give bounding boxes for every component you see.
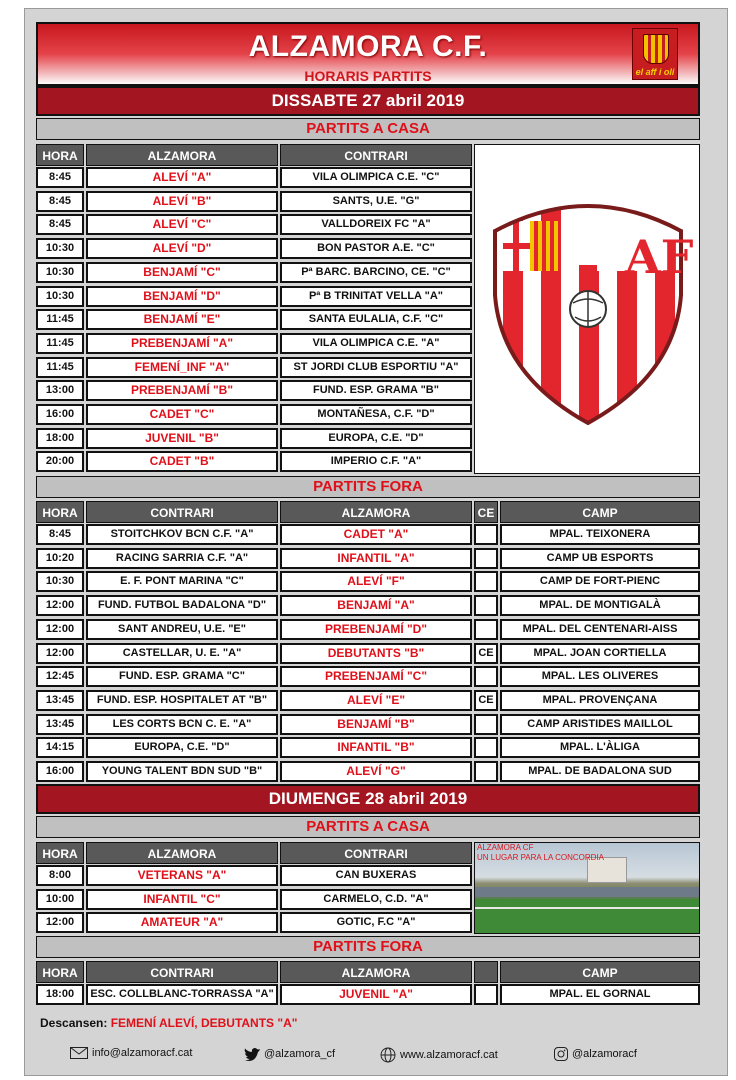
col-contrari: CONTRARI	[86, 501, 278, 523]
col-alzamora: ALZAMORA	[280, 961, 472, 983]
col-hora: HORA	[36, 961, 84, 983]
cell-camp: CAMP DE FORT-PIENC	[500, 571, 700, 592]
cell-contrari: YOUNG TALENT BDN SUD "B"	[86, 761, 278, 782]
cell-alzamora-team: DEBUTANTS "B"	[280, 643, 472, 664]
cell-alzamora-team: BENJAMÍ "C"	[86, 262, 278, 283]
sunday-day-bar: DIUMENGE 28 abril 2019	[36, 784, 700, 814]
cell-ce	[474, 984, 498, 1005]
cell-contrari: FUND. ESP. HOSPITALET AT "B"	[86, 690, 278, 711]
schedule-subtitle: HORARIS PARTITS	[304, 68, 432, 84]
cell-alzamora-team: ALEVÍ "C"	[86, 214, 278, 235]
cell-contrari: FUND. ESP. GRAMA "B"	[280, 380, 472, 401]
photo-caption-line-2: UN LUGAR PARA LA CONCORDIA	[477, 853, 604, 862]
cell-hora: 12:00	[36, 643, 84, 664]
cell-camp: MPAL. DEL CENTENARI-AISS	[500, 619, 700, 640]
cell-hora: 12:00	[36, 595, 84, 616]
cell-camp: CAMP ARISTIDES MAILLOL	[500, 714, 700, 735]
col-hora: HORA	[36, 144, 84, 166]
saturday-away-title: PARTITS FORA	[36, 476, 700, 498]
saturday-day-bar: DISSABTE 27 abril 2019	[36, 86, 700, 116]
cell-hora: 12:45	[36, 666, 84, 687]
col-camp: CAMP	[500, 501, 700, 523]
sponsor-crest-icon	[643, 34, 669, 64]
saturday-home-title: PARTITS A CASA	[36, 118, 700, 140]
mail-icon	[70, 1047, 88, 1059]
cell-hora: 8:45	[36, 191, 84, 212]
cell-hora: 18:00	[36, 428, 84, 449]
cell-alzamora-team: AMATEUR "A"	[86, 912, 278, 933]
sponsor-logo	[632, 28, 678, 80]
club-crest-panel	[474, 144, 700, 474]
photo-caption	[477, 843, 604, 863]
cell-hora: 10:30	[36, 262, 84, 283]
cell-contrari: ESC. COLLBLANC-TORRASSA "A"	[86, 984, 278, 1005]
col-ce: CE	[474, 501, 498, 523]
cell-camp: MPAL. L'ÀLIGA	[500, 737, 700, 758]
cell-alzamora-team: PREBENJAMÍ "D"	[280, 619, 472, 640]
cell-contrari: E. F. PONT MARINA "C"	[86, 571, 278, 592]
col-blank	[474, 961, 498, 983]
cell-contrari: EUROPA, C.E. "D"	[86, 737, 278, 758]
cell-hora: 8:45	[36, 214, 84, 235]
cell-alzamora-team: VETERANS "A"	[86, 865, 278, 886]
cell-ce	[474, 619, 498, 640]
sponsor-logo-text: el aff i oli	[635, 67, 675, 77]
cell-hora: 10:20	[36, 548, 84, 569]
cell-contrari: EUROPA, C.E. "D"	[280, 428, 472, 449]
cell-alzamora-team: INFANTIL "A"	[280, 548, 472, 569]
cell-contrari: BON PASTOR A.E. "C"	[280, 238, 472, 259]
cell-hora: 18:00	[36, 984, 84, 1005]
poster-header	[36, 22, 700, 86]
instagram-icon	[554, 1047, 568, 1061]
cell-alzamora-team: JUVENIL "B"	[86, 428, 278, 449]
col-alzamora: ALZAMORA	[86, 842, 278, 864]
cell-contrari: CASTELLAR, U. E. "A"	[86, 643, 278, 664]
cell-hora: 16:00	[36, 404, 84, 425]
cell-alzamora-team: CADET "C"	[86, 404, 278, 425]
cell-contrari: FUND. ESP. GRAMA "C"	[86, 666, 278, 687]
cell-alzamora-team: INFANTIL "B"	[280, 737, 472, 758]
cell-contrari: LES CORTS BCN C. E. "A"	[86, 714, 278, 735]
cell-hora: 10:30	[36, 238, 84, 259]
cell-alzamora-team: PREBENJAMÍ "A"	[86, 333, 278, 354]
resting-teams	[40, 1016, 297, 1030]
sunday-home-title: PARTITS A CASA	[36, 816, 700, 838]
cell-alzamora-team: ALEVÍ "A"	[86, 167, 278, 188]
cell-contrari: SANTA EULALIA, C.F. "C"	[280, 309, 472, 330]
footer-instagram[interactable]	[554, 1047, 637, 1061]
email-text: info@alzamoracf.cat	[92, 1047, 193, 1059]
svg-text:AF: AF	[625, 230, 694, 284]
cell-contrari: SANTS, U.E. "G"	[280, 191, 472, 212]
cell-contrari: SANT ANDREU, U.E. "E"	[86, 619, 278, 640]
cell-contrari: CARMELO, C.D. "A"	[280, 889, 472, 910]
cell-hora: 11:45	[36, 333, 84, 354]
cell-hora: 11:45	[36, 357, 84, 378]
cell-camp: CAMP UB ESPORTS	[500, 548, 700, 569]
cell-camp: MPAL. TEIXONERA	[500, 524, 700, 545]
stadium-photo	[474, 842, 700, 934]
cell-camp: MPAL. EL GORNAL	[500, 984, 700, 1005]
cell-hora: 12:00	[36, 912, 84, 933]
cell-contrari: FUND. FUTBOL BADALONA "D"	[86, 595, 278, 616]
cell-ce	[474, 595, 498, 616]
cell-contrari: IMPERIO C.F. "A"	[280, 451, 472, 472]
photo-caption-line-1: ALZAMORA CF	[477, 843, 534, 852]
cell-camp: MPAL. JOAN CORTIELLA	[500, 643, 700, 664]
cell-alzamora-team: BENJAMÍ "D"	[86, 286, 278, 307]
cell-alzamora-team: BENJAMÍ "A"	[280, 595, 472, 616]
cell-contrari: MONTAÑESA, C.F. "D"	[280, 404, 472, 425]
cell-hora: 13:45	[36, 690, 84, 711]
cell-ce	[474, 571, 498, 592]
cell-hora: 10:00	[36, 889, 84, 910]
col-alzamora: ALZAMORA	[280, 501, 472, 523]
cell-camp: MPAL. DE MONTIGALÀ	[500, 595, 700, 616]
cell-hora: 10:30	[36, 571, 84, 592]
cell-contrari: CAN BUXERAS	[280, 865, 472, 886]
cell-alzamora-team: INFANTIL "C"	[86, 889, 278, 910]
col-hora: HORA	[36, 842, 84, 864]
cell-alzamora-team: FEMENÍ_INF "A"	[86, 357, 278, 378]
instagram-text: @alzamoracf	[572, 1048, 637, 1060]
cell-ce	[474, 737, 498, 758]
cell-contrari: VILA OLIMPICA C.E. "A"	[280, 333, 472, 354]
club-crest-icon	[475, 145, 701, 475]
club-title: ALZAMORA C.F.	[248, 30, 488, 63]
footer-contacts	[36, 1040, 700, 1068]
cell-hora: 20:00	[36, 451, 84, 472]
cell-alzamora-team: CADET "B"	[86, 451, 278, 472]
pitch-line	[475, 907, 700, 909]
col-contrari: CONTRARI	[280, 144, 472, 166]
cell-alzamora-team: PREBENJAMÍ "B"	[86, 380, 278, 401]
cell-alzamora-team: ALEVÍ "G"	[280, 761, 472, 782]
stand-shape	[475, 887, 700, 897]
pitch-shape	[475, 899, 700, 934]
cell-hora: 14:15	[36, 737, 84, 758]
twitter-text: @alzamora_cf	[264, 1048, 336, 1060]
footer-web[interactable]	[380, 1047, 498, 1063]
cell-ce	[474, 666, 498, 687]
cell-ce: CE	[474, 690, 498, 711]
cell-hora: 11:45	[36, 309, 84, 330]
cell-hora: 10:30	[36, 286, 84, 307]
sunday-away-title: PARTITS FORA	[36, 936, 700, 958]
cell-hora: 13:45	[36, 714, 84, 735]
cell-contrari: GOTIC, F.C "A"	[280, 912, 472, 933]
cell-contrari: STOITCHKOV BCN C.F. "A"	[86, 524, 278, 545]
cell-ce	[474, 524, 498, 545]
cell-hora: 8:45	[36, 524, 84, 545]
cell-ce	[474, 761, 498, 782]
rest-label: Descansen:	[40, 1016, 108, 1030]
cell-alzamora-team: CADET "A"	[280, 524, 472, 545]
twitter-icon	[244, 1047, 260, 1061]
cell-alzamora-team: JUVENIL "A"	[280, 984, 472, 1005]
col-hora: HORA	[36, 501, 84, 523]
cell-camp: MPAL. PROVENÇANA	[500, 690, 700, 711]
cell-alzamora-team: BENJAMÍ "B"	[280, 714, 472, 735]
cell-alzamora-team: ALEVÍ "F"	[280, 571, 472, 592]
cell-alzamora-team: PREBENJAMÍ "C"	[280, 666, 472, 687]
cell-contrari: RACING SARRIA C.F. "A"	[86, 548, 278, 569]
cell-contrari: Pª BARC. BARCINO, CE. "C"	[280, 262, 472, 283]
cell-alzamora-team: ALEVÍ "E"	[280, 690, 472, 711]
footer-twitter[interactable]	[244, 1047, 335, 1061]
col-contrari: CONTRARI	[86, 961, 278, 983]
cell-camp: MPAL. LES OLIVERES	[500, 666, 700, 687]
col-contrari: CONTRARI	[280, 842, 472, 864]
col-camp: CAMP	[500, 961, 700, 983]
cell-hora: 16:00	[36, 761, 84, 782]
cell-ce	[474, 714, 498, 735]
cell-alzamora-team: ALEVÍ "D"	[86, 238, 278, 259]
footer-email[interactable]	[70, 1047, 192, 1059]
cell-hora: 12:00	[36, 619, 84, 640]
cell-ce: CE	[474, 643, 498, 664]
cell-alzamora-team: BENJAMÍ "E"	[86, 309, 278, 330]
cell-alzamora-team: ALEVÍ "B"	[86, 191, 278, 212]
cell-contrari: VALLDOREIX FC "A"	[280, 214, 472, 235]
web-text: www.alzamoracf.cat	[400, 1049, 498, 1061]
cell-contrari: VILA OLIMPICA C.E. "C"	[280, 167, 472, 188]
rest-value: FEMENÍ ALEVÍ, DEBUTANTS "A"	[110, 1016, 298, 1030]
globe-icon	[380, 1047, 396, 1063]
cell-hora: 8:00	[36, 865, 84, 886]
cell-ce	[474, 548, 498, 569]
col-alzamora: ALZAMORA	[86, 144, 278, 166]
cell-contrari: Pª B TRINITAT VELLA "A"	[280, 286, 472, 307]
cell-hora: 8:45	[36, 167, 84, 188]
cell-hora: 13:00	[36, 380, 84, 401]
cell-camp: MPAL. DE BADALONA SUD	[500, 761, 700, 782]
cell-contrari: ST JORDI CLUB ESPORTIU "A"	[280, 357, 472, 378]
